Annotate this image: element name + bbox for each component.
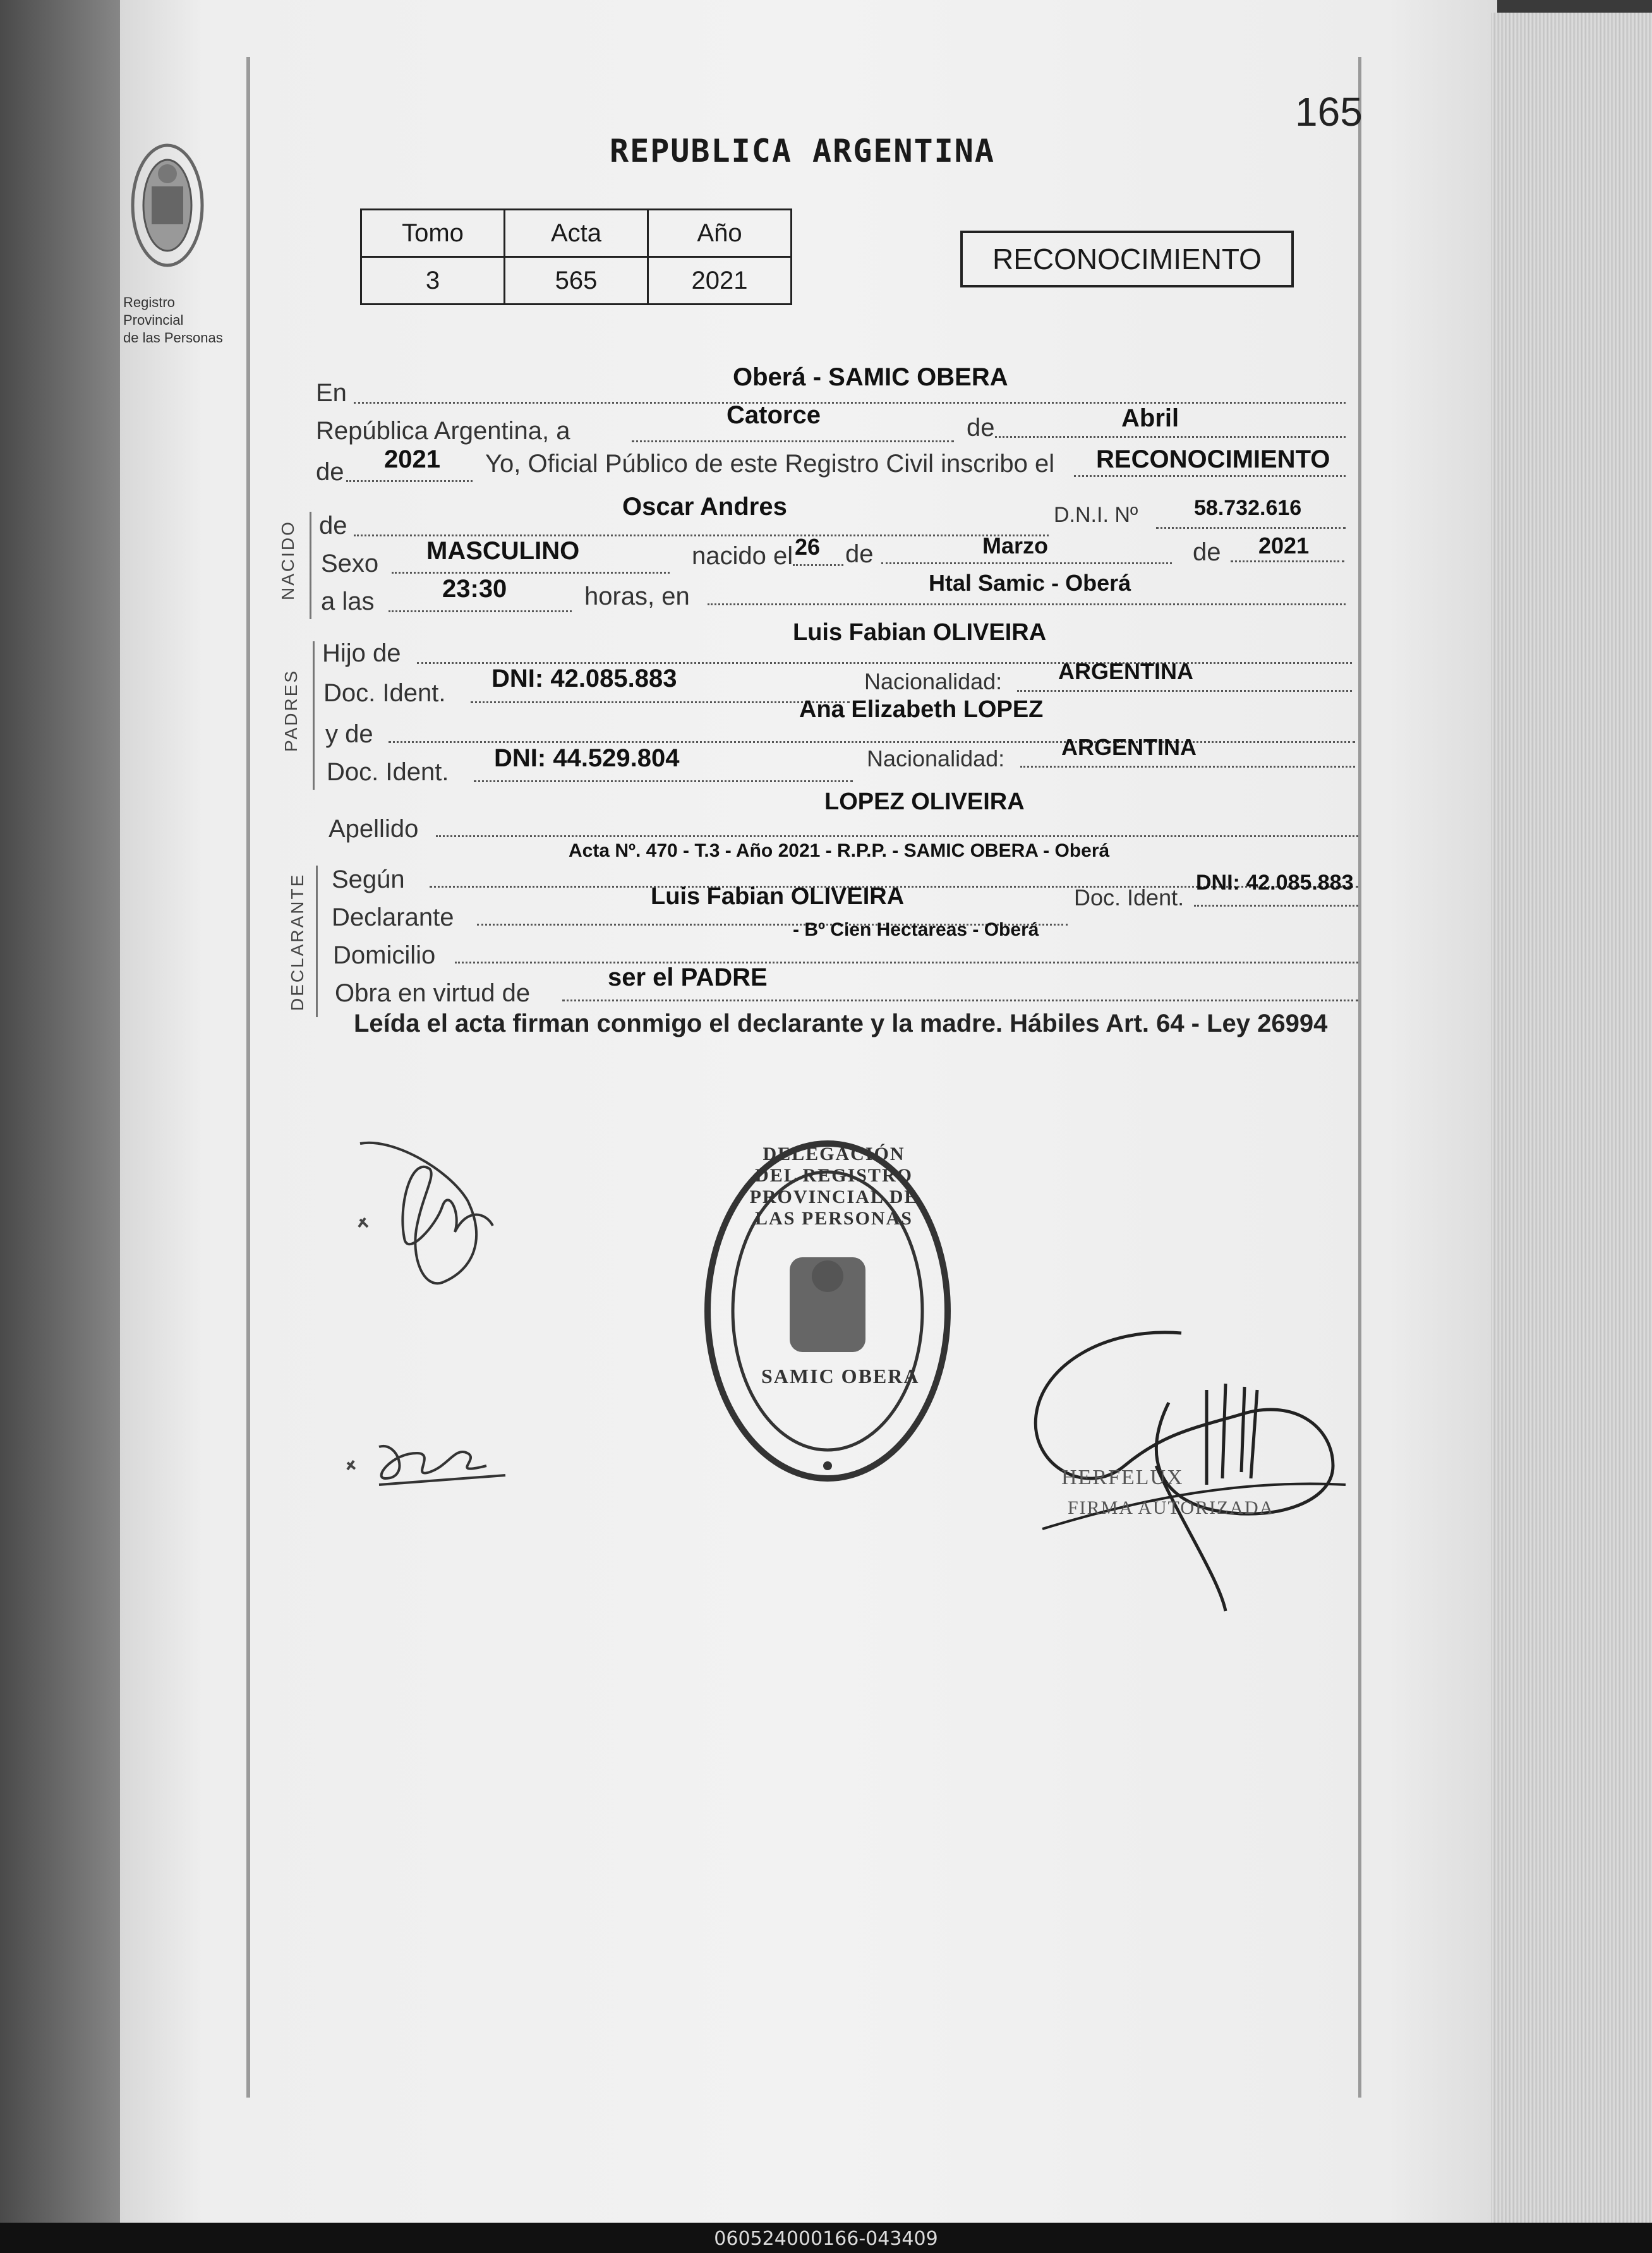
provincial-seal-logo-icon bbox=[126, 136, 208, 287]
mother-name-value: Ana Elizabeth LOPEZ bbox=[799, 696, 1044, 723]
apellido-label: Apellido bbox=[329, 815, 419, 843]
father-name-value: Luis Fabian OLIVEIRA bbox=[793, 619, 1047, 646]
registry-table bbox=[360, 208, 792, 305]
section-divider bbox=[310, 512, 311, 619]
according-to-value: Acta Nº. 470 - T.3 - Año 2021 - R.P.P. - SAMIC OBERA - Oberá bbox=[569, 840, 1110, 861]
registry-value-acta: 565 bbox=[505, 257, 648, 305]
day-value: Catorce bbox=[727, 401, 821, 429]
official-stamp-title: FIRMA AUTORIZADA bbox=[1068, 1497, 1275, 1518]
declarante-section-label: DECLARANTE bbox=[287, 873, 307, 1011]
closing-statement: Leída el acta firman conmigo el declarante y la madre. Hábiles Art. 64 - Ley 26994 bbox=[354, 1010, 1328, 1037]
desk-background bbox=[0, 0, 126, 2253]
oficial-label: Yo, Oficial Público de este Registro Civil inscribo el bbox=[485, 450, 1055, 478]
book-page-edges bbox=[1491, 13, 1652, 2253]
birth-month-value: Marzo bbox=[982, 533, 1049, 559]
logo-caption bbox=[123, 294, 224, 347]
mother-signature-icon bbox=[341, 1428, 518, 1497]
dotted-line bbox=[389, 741, 1355, 743]
registry-header-anio: Año bbox=[648, 210, 792, 257]
doc-ident-label: Doc. Ident. bbox=[323, 679, 446, 707]
document-id: 060524000166-043409 bbox=[714, 2228, 938, 2250]
de-label-3: de bbox=[319, 512, 347, 540]
padres-section-label: PADRES bbox=[281, 668, 301, 752]
dotted-line bbox=[417, 662, 1352, 664]
surname-value: LOPEZ OLIVEIRA bbox=[824, 788, 1025, 815]
dotted-line bbox=[1017, 690, 1352, 692]
dotted-line bbox=[389, 610, 572, 612]
dotted-line bbox=[1156, 527, 1346, 529]
dotted-line bbox=[1020, 766, 1355, 768]
segun-label: Según bbox=[332, 866, 405, 893]
dotted-line bbox=[354, 535, 1049, 536]
dotted-line bbox=[354, 402, 1346, 404]
dni-label: D.N.I. Nº bbox=[1054, 503, 1138, 527]
registry-table-value-row bbox=[361, 257, 792, 305]
republica-label: República Argentina, a bbox=[316, 417, 570, 445]
dotted-line bbox=[392, 572, 670, 574]
seal-text-lower: SAMIC OBERA bbox=[761, 1365, 920, 1387]
logo-caption-line: de las Personas bbox=[123, 330, 223, 346]
document-title: REPUBLICA ARGENTINA bbox=[610, 133, 995, 169]
en-label: En bbox=[316, 379, 347, 407]
dotted-line bbox=[995, 436, 1346, 438]
dotted-line bbox=[708, 603, 1346, 605]
declarant-doc-value: DNI: 42.085.883 bbox=[1196, 871, 1354, 895]
year-value: 2021 bbox=[384, 445, 440, 473]
a-las-label: a las bbox=[321, 588, 375, 615]
dotted-line bbox=[793, 564, 843, 566]
birth-time-value: 23:30 bbox=[442, 575, 507, 603]
dotted-line bbox=[1074, 475, 1346, 477]
dotted-line bbox=[881, 562, 1172, 564]
declarant-name-value: Luis Fabian OLIVEIRA bbox=[651, 883, 905, 910]
logo-caption-line: Registro Provincial bbox=[123, 294, 184, 328]
de-label: de bbox=[967, 414, 995, 442]
reason-value: ser el PADRE bbox=[608, 963, 768, 991]
month-value: Abril bbox=[1121, 404, 1179, 432]
birth-year-value: 2021 bbox=[1258, 533, 1310, 559]
seal-text: DELEGACIÓN DEL REGISTRO PROVINCIAL DE LAS PERSONAS bbox=[749, 1144, 919, 1229]
nacido-el-label: nacido el bbox=[692, 542, 793, 570]
dotted-line bbox=[346, 480, 473, 482]
registry-header-tomo: Tomo bbox=[361, 210, 505, 257]
nacionalidad-label-2: Nacionalidad: bbox=[867, 746, 1005, 771]
dotted-line bbox=[471, 701, 850, 703]
registry-header-acta: Acta bbox=[505, 210, 648, 257]
registry-table-header-row bbox=[361, 210, 792, 257]
domicilio-label: Domicilio bbox=[333, 941, 436, 969]
declarant-signature-icon bbox=[335, 1131, 524, 1295]
de-label-2: de bbox=[316, 458, 344, 486]
child-name-value: Oscar Andres bbox=[622, 493, 787, 521]
dotted-line bbox=[455, 962, 1358, 963]
dotted-line bbox=[436, 835, 1358, 837]
father-doc-value: DNI: 42.085.883 bbox=[491, 665, 677, 692]
birth-day-value: 26 bbox=[795, 534, 821, 560]
declarante-label: Declarante bbox=[332, 903, 454, 931]
de-label-4: de bbox=[845, 540, 874, 568]
birth-place-value: Htal Samic - Oberá bbox=[929, 570, 1131, 596]
dotted-line bbox=[562, 1000, 1358, 1001]
form-frame-right bbox=[1358, 57, 1361, 2098]
nacido-section-label: NACIDO bbox=[278, 520, 298, 600]
sexo-label: Sexo bbox=[321, 550, 379, 577]
page-number: 165 bbox=[1295, 89, 1363, 135]
footer-bar bbox=[0, 2223, 1652, 2253]
place-value: Oberá - SAMIC OBERA bbox=[733, 363, 1008, 391]
dotted-line bbox=[632, 440, 954, 442]
address-value: - Bº Cien Hectareas - Oberá bbox=[793, 919, 1039, 940]
act-type-box: RECONOCIMIENTO bbox=[960, 231, 1294, 287]
section-divider bbox=[313, 641, 315, 790]
sex-value: MASCULINO bbox=[426, 537, 580, 565]
registry-value-anio: 2021 bbox=[648, 257, 792, 305]
child-dni-value: 58.732.616 bbox=[1194, 496, 1302, 520]
nacionalidad-label: Nacionalidad: bbox=[864, 668, 1003, 694]
official-stamp-name: HERFELUX bbox=[1061, 1466, 1184, 1489]
mother-nationality-value: ARGENTINA bbox=[1061, 734, 1197, 760]
hijo-de-label: Hijo de bbox=[322, 639, 401, 667]
doc-ident-label-2: Doc. Ident. bbox=[327, 758, 449, 786]
y-de-label: y de bbox=[325, 720, 373, 748]
mother-doc-value: DNI: 44.529.804 bbox=[494, 744, 680, 772]
father-nationality-value: ARGENTINA bbox=[1058, 658, 1193, 684]
dotted-line bbox=[474, 780, 853, 782]
de-label-5: de bbox=[1193, 538, 1221, 566]
dotted-line bbox=[1231, 560, 1344, 562]
section-divider bbox=[316, 866, 318, 1017]
registry-value-tomo: 3 bbox=[361, 257, 505, 305]
horas-en-label: horas, en bbox=[584, 583, 690, 610]
doc-ident-label-3: Doc. Ident. bbox=[1074, 885, 1185, 910]
dotted-line bbox=[1194, 905, 1358, 907]
form-frame-left bbox=[246, 57, 250, 2098]
obra-label: Obra en virtud de bbox=[335, 979, 531, 1007]
act-value: RECONOCIMIENTO bbox=[1096, 445, 1330, 473]
